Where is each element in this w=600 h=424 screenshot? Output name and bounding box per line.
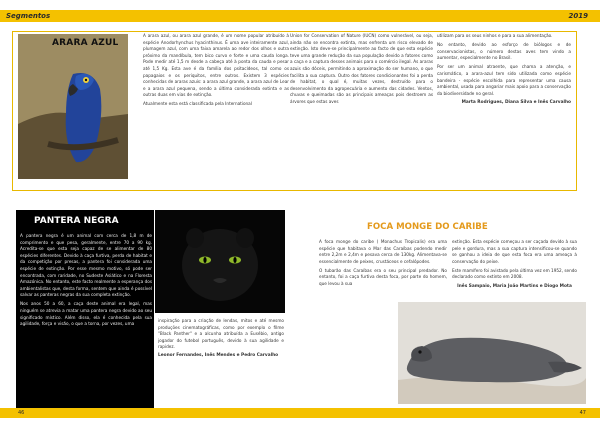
right-page-number: 47 bbox=[579, 410, 586, 416]
pantera-credit: Leonor Fernandes, Inês Mendes e Pedro Carvalho bbox=[158, 353, 279, 359]
arara-col3-p3: Por ser um animal atraente, que chama a atenção, e carismático, a arara-azul tem sido utilizada como espécie bandeira - espécie escolhida para representar uma causa ambiental, usada para angariar mais apoio para a conservação da biodiversidade no geral. bbox=[437, 64, 571, 96]
pantera-column-2 bbox=[158, 318, 284, 390]
left-page-number: 46 bbox=[18, 410, 25, 416]
foca-title: FOCA MONGE DO CARIBE bbox=[367, 222, 488, 232]
arara-col2-text: Union for Conservation of Nature (IUCN) como vulnerável, ou seja, ainda não se encontra extinta, mas enfrenta um risco elevado de extinção. Isto deve-se principalmente ao facto de que esta espécie teve uma grande redução da sua população devido a fatores como a caça e a captura desses animais para o comércio ilegal. As araras azuis são dóceis, permitindo a aproximação do ser humano, o que facilita a sua captura. Outro dos fatores condicionantes foi a perda de habitat, o qual é, muitas vezes, destruído para o desenvolvimento da agropecuária e aumento das cidades. Ventos, chuvas e queimadas são as principais ameaças pois destroem as árvores que estas aves bbox=[290, 33, 433, 104]
black-panther-icon bbox=[155, 210, 285, 313]
pantera-col2-text: inspiração para a criação de lendas, mitos e até mesmo produções cinematográficas, como por exemplo o filme "Black Panther" e a alcunha atribuída a Eusébio, antigo jogador do futebol português, devido à sua agilidade e rapidez. bbox=[158, 318, 284, 350]
arara-title: ARARA AZUL bbox=[52, 38, 119, 48]
arara-col1-end: Atualmente esta está classificada pela International bbox=[143, 101, 252, 107]
pantera-col1-p2: Nos anos 50 a 60, a caça deste animal era legal, mas ninguém se atrevia a matar uma pantera negra devido ao seu significado místico. Além disso, ela é conhecida pela sua agilidade, força e visão, o que a torna, por vezes, uma bbox=[20, 301, 152, 327]
foca-column-2 bbox=[452, 239, 577, 301]
arara-column-1 bbox=[143, 33, 289, 188]
arara-col3-p1: utilizam para os seus ninhos e para a sua alimentação. bbox=[437, 33, 553, 38]
foca-column-1 bbox=[319, 239, 447, 301]
foca-col2-p1: extinção. Esta espécie começou a ser caçada devido à sua pele e gordura, mas a sua captura intensificou-se quando se ganhou a ideia de que esta foca era uma ameaça à conservação do peixe. bbox=[452, 239, 577, 264]
magazine-year: 2019 bbox=[568, 12, 588, 20]
arara-col3-p2: No entanto, devido ao esforço de biólogos e de conservacionistas, o número destas aves tem vindo a aumentar, especialmente no Brasil. bbox=[437, 42, 571, 61]
pantera-photo bbox=[155, 210, 285, 313]
foca-col1-p2: O tubarão das Caraíbas era o seu principal predador. No entanto, foi a caça furtiva desta foca, por parte do homem, que levou à sua bbox=[319, 267, 447, 287]
foca-photo bbox=[398, 302, 586, 404]
blue-macaw-icon bbox=[18, 34, 128, 179]
arara-credit: Marta Rodrigues, Diana Silva e Inês Carvalho bbox=[461, 99, 571, 105]
foca-col2-p2: Este mamífero foi avistado pela última vez em 1952, sendo declarado como extinto em 2008. bbox=[452, 267, 577, 280]
magazine-name: Segmentos bbox=[6, 12, 51, 20]
header-bar bbox=[0, 10, 600, 22]
arara-photo bbox=[18, 34, 128, 179]
arara-column-2 bbox=[290, 33, 433, 188]
pantera-column-1 bbox=[20, 233, 152, 407]
pantera-title: PANTERA NEGRA bbox=[34, 216, 119, 226]
foca-col1-text: A foca monge do caribe ( Monachus Tropicalis) era uma espécie que habitava o Mar das Caraíbas podendo medir entre 2,2m e 2,4m e pesava cerca de 130kg. Alimentava-se essencialmente de peixes, crustáceos e cefalópodes. bbox=[319, 239, 447, 264]
monk-seal-icon bbox=[398, 302, 586, 404]
footer-bar bbox=[0, 408, 600, 418]
pantera-col1-p1: A pantera negra é um animal com cerca de 1,8 m de comprimento e que pesa, geralmente, entre 70 a 90 kg. Acredita-se que esta seja capaz de se alimentar de 80 espécies diferentes. Devido à caça furtiva, perda de habitat e da competição por presas, a pantera foi considerada uma espécie de extinção. Por esse mesmo motivo, só pode ser encontrada, com raridade, no Sudeste Asiático e na Floresta Amazónica. No entanto, este facto realmente a esperança dos ambientalistas que, desta forma, sentem que ainda é possível salvar as panteras negras da sua completa extinção. bbox=[20, 233, 152, 298]
arara-column-3 bbox=[437, 33, 571, 188]
foca-credit: Inês Sampaio, Maria João Martins e Diogo Mota bbox=[457, 283, 572, 289]
arara-col1-text: A arara azul, ou arara azul grande, é um nome popular atribuído à espécie Anodorhynchus hyacinthinus. É uma ave inteiramente azul, plumagem azul, com uma faixa amarela ao redor dos olhos e outra próximo da mandíbula, tem bico curvo e forte e uma cauda longa. Pode medir até 1,5 m desde a cabeça até à ponta da cauda e pesar até 1,5 Kg. Esta ave é da família dos psitacídeos, tal como os papagaios e os periquitos, entre outros. Existem 3 espécies conhecidas de araras azuis: a arara azul grande, a arara azul de Lear e a arara azul pequena, sendo a última considerada extinta e as outras duas em vias de extinção. bbox=[143, 33, 289, 98]
